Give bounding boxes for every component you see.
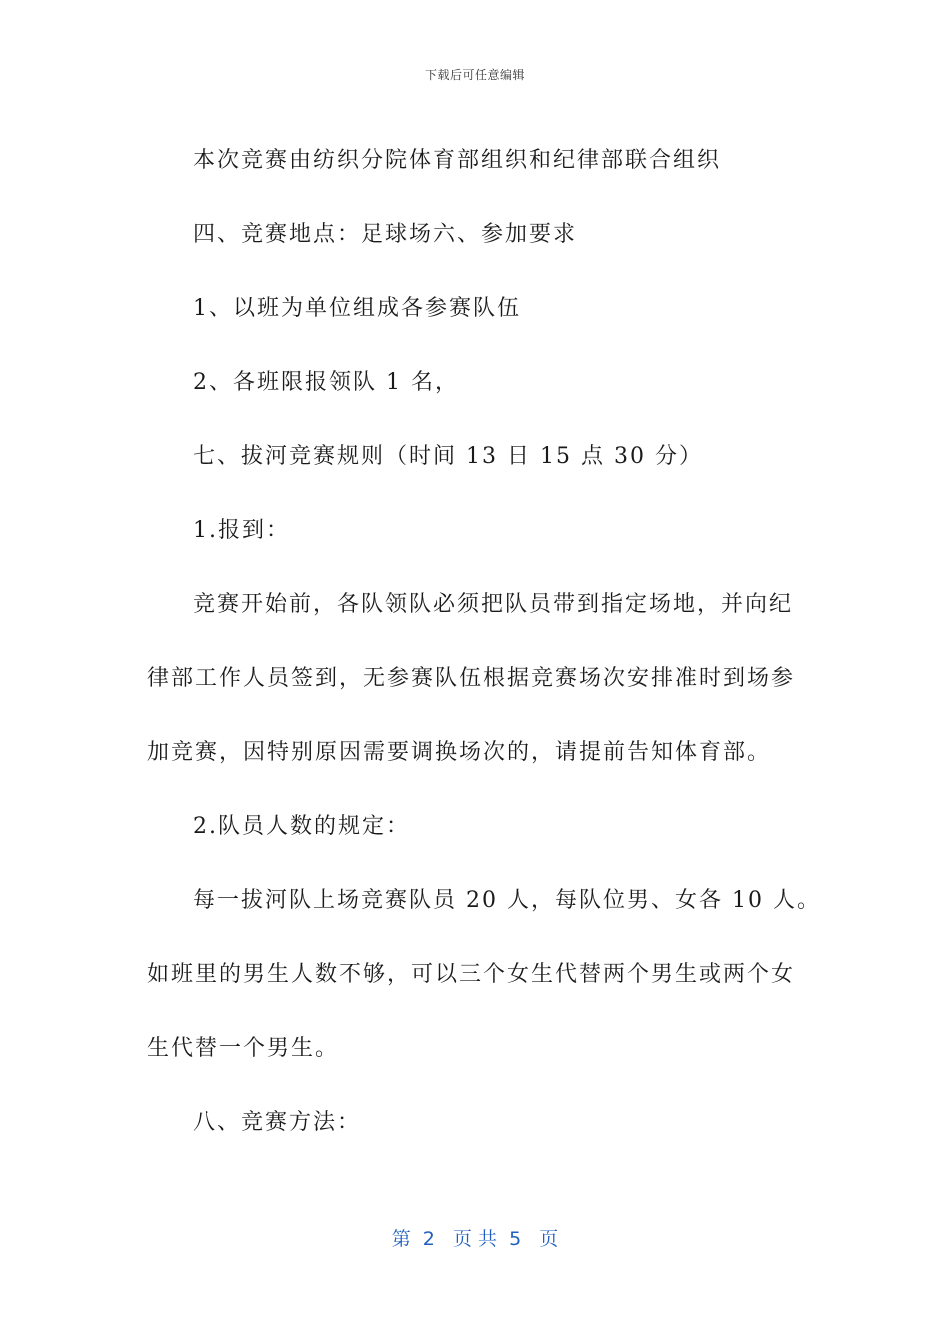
paragraph-line: 1、以班为单位组成各参赛队伍 bbox=[193, 296, 521, 321]
paragraph-line: 律部工作人员签到，无参赛队伍根据竞赛场次安排准时到场参 bbox=[147, 666, 796, 691]
header-note: 下载后可任意编辑 bbox=[424, 68, 525, 82]
body-text bbox=[147, 124, 821, 1160]
paragraph-line: 每一拔河队上场竞赛队员 20 人，每队位男、女各 10 人。 bbox=[193, 888, 821, 913]
paragraph-line: 四、竞赛地点：足球场六、参加要求 bbox=[193, 222, 578, 247]
paragraph-line: 2.队员人数的规定： bbox=[193, 814, 410, 839]
page-number-footer: 第 2 页 共 5 页 bbox=[391, 1228, 559, 1250]
paragraph-line: 生代替一个男生。 bbox=[147, 1036, 340, 1061]
paragraph-line: 1.报到： bbox=[193, 518, 290, 543]
paragraph-line: 如班里的男生人数不够，可以三个女生代替两个男生或两个女 bbox=[147, 962, 796, 987]
paragraph-line: 七、拔河竞赛规则（时间 13 日 15 点 30 分） bbox=[193, 444, 703, 469]
paragraph-line: 本次竞赛由纺织分院体育部组织和纪律部联合组织 bbox=[193, 148, 722, 173]
paragraph-line: 八、竞赛方法： bbox=[193, 1110, 362, 1135]
paragraph-line: 加竞赛，因特别原因需要调换场次的，请提前告知体育部。 bbox=[147, 740, 772, 765]
paragraph-line: 竞赛开始前，各队领队必须把队员带到指定场地，并向纪 bbox=[193, 592, 794, 617]
paragraph-line: 2、各班限报领队 1 名， bbox=[193, 370, 459, 395]
